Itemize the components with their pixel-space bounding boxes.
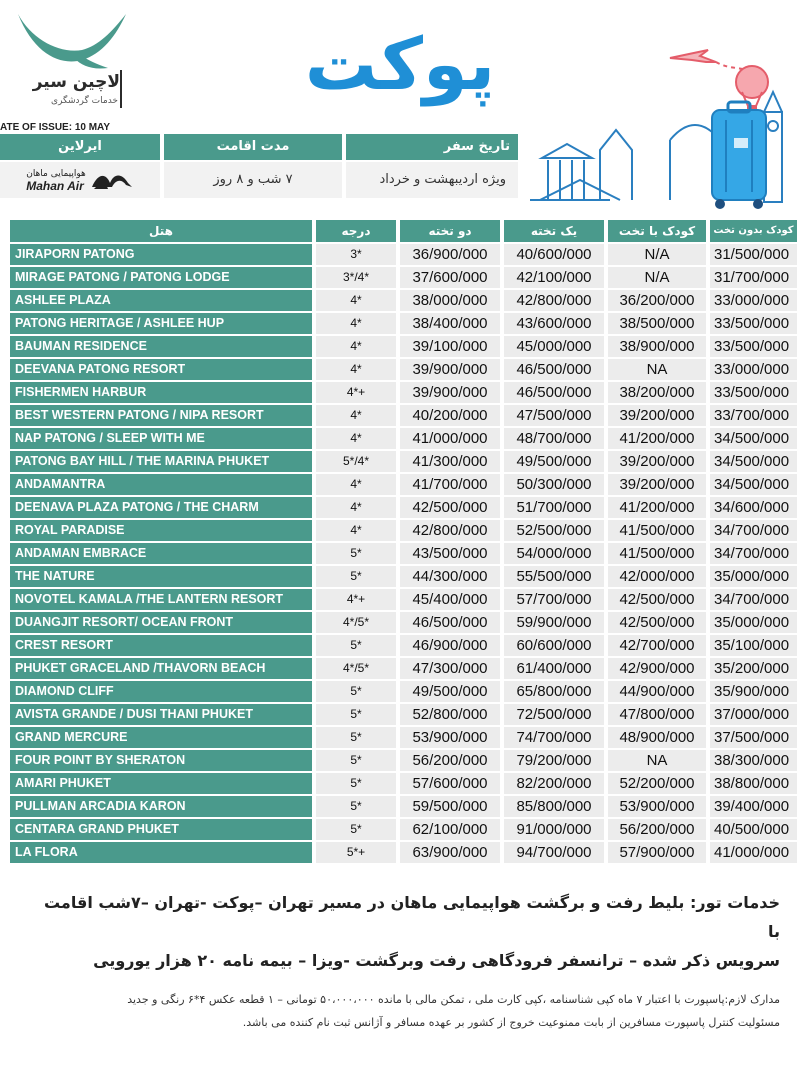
price-single: 60/600/000 — [504, 635, 604, 656]
airline-name-en: Mahan Air — [26, 179, 84, 193]
price-double: 46/500/000 — [400, 612, 500, 633]
price-double: 46/900/000 — [400, 635, 500, 656]
price-child-with-bed: 52/200/000 — [608, 773, 706, 794]
suitcase-icon — [712, 102, 766, 209]
price-double: 36/900/000 — [400, 244, 500, 265]
hotel-name: PATONG HERITAGE / ASHLEE HUP — [10, 313, 312, 334]
price-double: 39/100/000 — [400, 336, 500, 357]
price-single: 57/700/000 — [504, 589, 604, 610]
price-double: 44/300/000 — [400, 566, 500, 587]
table-row — [10, 543, 797, 564]
price-child-with-bed: 42/900/000 — [608, 658, 706, 679]
hotel-name: ANDAMAN EMBRACE — [10, 543, 312, 564]
hotel-name: PULLMAN ARCADIA KARON — [10, 796, 312, 817]
hotel-name: FISHERMEN HARBUR — [10, 382, 312, 403]
mahan-air-logo-icon — [90, 169, 134, 191]
price-child-with-bed: 42/500/000 — [608, 589, 706, 610]
hotel-name: FOUR POINT BY SHERATON — [10, 750, 312, 771]
price-single: 85/800/000 — [504, 796, 604, 817]
price-double: 63/900/000 — [400, 842, 500, 863]
price-child-with-bed: 48/900/000 — [608, 727, 706, 748]
price-child-no-bed: 41/000/000 — [710, 842, 797, 863]
price-child-with-bed: 53/900/000 — [608, 796, 706, 817]
hotel-star: 5*+ — [316, 842, 396, 863]
trip-info-table — [0, 134, 518, 198]
airline-value — [0, 162, 160, 198]
hotel-star: 4* — [316, 497, 396, 518]
price-single: 54/000/000 — [504, 543, 604, 564]
price-child-with-bed: 38/200/000 — [608, 382, 706, 403]
price-child-no-bed: 34/500/000 — [710, 428, 797, 449]
hotel-star: 4* — [316, 359, 396, 380]
price-single: 40/600/000 — [504, 244, 604, 265]
table-row — [10, 428, 797, 449]
table-header-row — [10, 220, 797, 241]
table-row — [10, 267, 797, 288]
price-child-with-bed: 57/900/000 — [608, 842, 706, 863]
price-child-no-bed: 33/000/000 — [710, 359, 797, 380]
table-row — [10, 750, 797, 771]
price-double: 43/500/000 — [400, 543, 500, 564]
stay-duration-value: ۷ شب و ۸ روز — [164, 162, 342, 198]
price-child-with-bed: 56/200/000 — [608, 819, 706, 840]
hotel-name: THE NATURE — [10, 566, 312, 587]
hotel-name: PHUKET GRACELAND /THAVORN BEACH — [10, 658, 312, 679]
price-child-no-bed: 40/500/000 — [710, 819, 797, 840]
price-double: 52/800/000 — [400, 704, 500, 725]
price-child-with-bed: 44/900/000 — [608, 681, 706, 702]
price-double: 41/300/000 — [400, 451, 500, 472]
table-row — [10, 497, 797, 518]
table-row — [10, 336, 797, 357]
table-row — [10, 819, 797, 840]
price-child-with-bed: 41/200/000 — [608, 497, 706, 518]
price-double: 45/400/000 — [400, 589, 500, 610]
table-row — [10, 566, 797, 587]
hotel-star: 4* — [316, 290, 396, 311]
hotel-star: 5* — [316, 750, 396, 771]
hotel-name: CENTARA GRAND PHUKET — [10, 819, 312, 840]
price-child-no-bed: 39/400/000 — [710, 796, 797, 817]
price-double: 47/300/000 — [400, 658, 500, 679]
price-double: 62/100/000 — [400, 819, 500, 840]
hotel-star: 5* — [316, 727, 396, 748]
price-child-with-bed: 39/200/000 — [608, 474, 706, 495]
table-row — [10, 474, 797, 495]
price-double: 57/600/000 — [400, 773, 500, 794]
hotel-name: CREST RESORT — [10, 635, 312, 656]
price-child-no-bed: 33/500/000 — [710, 313, 797, 334]
price-single: 79/200/000 — [504, 750, 604, 771]
table-row — [10, 382, 797, 403]
price-single: 50/300/000 — [504, 474, 604, 495]
brand-name: لاچین سیر — [32, 72, 120, 92]
table-row — [10, 612, 797, 633]
price-child-no-bed: 37/000/000 — [710, 704, 797, 725]
price-child-with-bed: 42/700/000 — [608, 635, 706, 656]
hotel-name: ANDAMANTRA — [10, 474, 312, 495]
price-child-with-bed: 41/500/000 — [608, 520, 706, 541]
price-single: 59/900/000 — [504, 612, 604, 633]
price-single: 47/500/000 — [504, 405, 604, 426]
price-single: 61/400/000 — [504, 658, 604, 679]
table-row — [10, 658, 797, 679]
hotel-name: NOVOTEL KAMALA /THE LANTERN RESORT — [10, 589, 312, 610]
price-single: 42/100/000 — [504, 267, 604, 288]
hotel-star: 5*/4* — [316, 451, 396, 472]
price-child-no-bed: 35/200/000 — [710, 658, 797, 679]
price-child-no-bed: 33/700/000 — [710, 405, 797, 426]
table-row — [10, 796, 797, 817]
table-row — [10, 635, 797, 656]
hotel-star: 4*+ — [316, 382, 396, 403]
price-single: 43/600/000 — [504, 313, 604, 334]
services-line-1: خدمات تور: بلیط رفت و برگشت هواپیمایی ماهان در مسیر تهران –پوکت -تهران –۷شب اقامت با — [43, 893, 780, 941]
price-single: 91/000/000 — [504, 819, 604, 840]
price-double: 42/800/000 — [400, 520, 500, 541]
table-row — [10, 773, 797, 794]
price-child-no-bed: 38/300/000 — [710, 750, 797, 771]
price-child-with-bed: 41/200/000 — [608, 428, 706, 449]
price-child-with-bed: 36/200/000 — [608, 290, 706, 311]
price-child-no-bed: 31/700/000 — [710, 267, 797, 288]
price-child-with-bed: 47/800/000 — [608, 704, 706, 725]
price-single: 82/200/000 — [504, 773, 604, 794]
hotel-name: NAP PATONG / SLEEP WITH ME — [10, 428, 312, 449]
hotel-name: ROYAL PARADISE — [10, 520, 312, 541]
price-double: 39/900/000 — [400, 382, 500, 403]
services-line-2: سرویس ذکر شده – ترانسفر فرودگاهی رفت وبرگشت -ویزا – بیمه نامه ۲۰ هزار یورویی — [93, 951, 780, 970]
price-child-no-bed: 34/500/000 — [710, 451, 797, 472]
hotel-star: 4*+ — [316, 589, 396, 610]
price-child-no-bed: 33/500/000 — [710, 336, 797, 357]
hotel-star: 5* — [316, 819, 396, 840]
price-child-with-bed: N/A — [608, 267, 706, 288]
table-row — [10, 727, 797, 748]
required-documents — [20, 988, 780, 1034]
price-child-with-bed: 38/900/000 — [608, 336, 706, 357]
tour-services — [40, 888, 780, 975]
price-child-no-bed: 35/100/000 — [710, 635, 797, 656]
hotel-name: BEST WESTERN PATONG / NIPA RESORT — [10, 405, 312, 426]
price-child-no-bed: 35/000/000 — [710, 612, 797, 633]
hotel-name: AVISTA GRANDE / DUSI THANI PHUKET — [10, 704, 312, 725]
price-double: 40/200/000 — [400, 405, 500, 426]
price-double: 56/200/000 — [400, 750, 500, 771]
hotel-name: LA FLORA — [10, 842, 312, 863]
travel-date-value: ویژه اردیبهشت و خرداد — [346, 162, 518, 198]
price-single: 51/700/000 — [504, 497, 604, 518]
header-child-with-bed: کودک با تخت — [608, 220, 706, 242]
table-row — [10, 520, 797, 541]
hotel-star: 5* — [316, 796, 396, 817]
price-child-no-bed: 35/000/000 — [710, 566, 797, 587]
hotel-star: 4* — [316, 474, 396, 495]
travel-skyline-illustration — [520, 40, 797, 215]
price-child-with-bed: N/A — [608, 244, 706, 265]
hotel-star: 5* — [316, 543, 396, 564]
price-double: 41/700/000 — [400, 474, 500, 495]
table-row — [10, 290, 797, 311]
hotel-star: 3*/4* — [316, 267, 396, 288]
hotel-name: BAUMAN RESIDENCE — [10, 336, 312, 357]
table-row — [10, 704, 797, 725]
table-row — [10, 681, 797, 702]
price-double: 41/000/000 — [400, 428, 500, 449]
price-single: 74/700/000 — [504, 727, 604, 748]
airline-label: ایرلاین — [0, 134, 160, 160]
hotel-name: AMARI PHUKET — [10, 773, 312, 794]
table-row — [10, 589, 797, 610]
logo — [8, 10, 132, 110]
airplane-icon — [670, 50, 750, 72]
issue-date: ATE OF ISSUE: 10 MAY — [0, 122, 111, 133]
hotel-star: 5* — [316, 566, 396, 587]
hotel-star: 5* — [316, 773, 396, 794]
hot-air-balloon-icon — [736, 66, 768, 113]
price-child-no-bed: 34/500/000 — [710, 474, 797, 495]
price-double: 38/400/000 — [400, 313, 500, 334]
hotel-star: 4* — [316, 428, 396, 449]
price-single: 52/500/000 — [504, 520, 604, 541]
price-single: 48/700/000 — [504, 428, 604, 449]
destination-title: پوکت — [304, 22, 496, 106]
price-child-no-bed: 31/500/000 — [710, 244, 797, 265]
stay-duration-label: مدت اقامت — [164, 134, 342, 160]
hotel-name: PATONG BAY HILL / THE MARINA PHUKET — [10, 451, 312, 472]
hotel-name: DUANGJIT RESORT/ OCEAN FRONT — [10, 612, 312, 633]
travel-date-label: تاریخ سفر — [346, 134, 518, 160]
price-single: 46/500/000 — [504, 382, 604, 403]
hotel-star: 4* — [316, 520, 396, 541]
price-single: 45/000/000 — [504, 336, 604, 357]
price-double: 49/500/000 — [400, 681, 500, 702]
price-single: 72/500/000 — [504, 704, 604, 725]
price-child-no-bed: 34/700/000 — [710, 543, 797, 564]
table-row — [10, 244, 797, 265]
hotel-name: JIRAPORN PATONG — [10, 244, 312, 265]
price-child-no-bed: 33/500/000 — [710, 382, 797, 403]
docs-line-1: مدارک لازم:پاسپورت با اعتبار ۷ ماه کپی شناسنامه ،کپی کارت ملی ، تمکن مالی با مانده ۵۰،۰۰۰،۰۰۰ تومانی – ۱ قطعه عکس ۴*۶ رنگی و جدید — [127, 993, 780, 1006]
price-single: 65/800/000 — [504, 681, 604, 702]
price-child-no-bed: 34/700/000 — [710, 589, 797, 610]
price-child-with-bed: 42/500/000 — [608, 612, 706, 633]
price-child-with-bed: NA — [608, 359, 706, 380]
table-row — [10, 313, 797, 334]
hotel-star: 4*/5* — [316, 658, 396, 679]
hotel-star: 5* — [316, 635, 396, 656]
hotel-name: MIRAGE PATONG / PATONG LODGE — [10, 267, 312, 288]
header-single: یک تخته — [504, 220, 604, 242]
hotel-name: GRAND MERCURE — [10, 727, 312, 748]
price-double: 38/000/000 — [400, 290, 500, 311]
price-child-no-bed: 35/900/000 — [710, 681, 797, 702]
brand-tagline: خدمات گردشگری — [51, 96, 118, 106]
hotel-star: 4*/5* — [316, 612, 396, 633]
price-double: 39/900/000 — [400, 359, 500, 380]
hotel-star: 4* — [316, 405, 396, 426]
eagle-logo-icon — [12, 10, 130, 72]
price-single: 46/500/000 — [504, 359, 604, 380]
hotel-star: 5* — [316, 704, 396, 725]
price-single: 42/800/000 — [504, 290, 604, 311]
logo-divider — [120, 70, 122, 108]
header-hotel: هتل — [10, 220, 312, 242]
hotel-star: 3* — [316, 244, 396, 265]
price-child-no-bed: 37/500/000 — [710, 727, 797, 748]
hotel-name: DEEVANA PATONG RESORT — [10, 359, 312, 380]
price-single: 55/500/000 — [504, 566, 604, 587]
price-double: 42/500/000 — [400, 497, 500, 518]
hotel-name: DIAMOND CLIFF — [10, 681, 312, 702]
header-double: دو تخته — [400, 220, 500, 242]
price-child-with-bed: 39/200/000 — [608, 405, 706, 426]
hotel-name: ASHLEE PLAZA — [10, 290, 312, 311]
price-child-with-bed: 39/200/000 — [608, 451, 706, 472]
price-child-with-bed: NA — [608, 750, 706, 771]
hotel-star: 4* — [316, 336, 396, 357]
price-child-no-bed: 34/600/000 — [710, 497, 797, 518]
price-double: 53/900/000 — [400, 727, 500, 748]
price-double: 59/500/000 — [400, 796, 500, 817]
header-child-no-bed: کودک بدون تخت — [710, 220, 797, 242]
hotel-name: DEENAVA PLAZA PATONG / THE CHARM — [10, 497, 312, 518]
header-star: درجه — [316, 220, 396, 242]
price-single: 94/700/000 — [504, 842, 604, 863]
price-child-with-bed: 42/000/000 — [608, 566, 706, 587]
price-child-no-bed: 38/800/000 — [710, 773, 797, 794]
price-child-with-bed: 38/500/000 — [608, 313, 706, 334]
docs-line-2: مسئولیت کنترل پاسپورت مسافرین از بابت ممنوعیت خروج از کشور بر عهده مسافر و آژانس ثبت نام کننده می باشد. — [242, 1016, 780, 1029]
hotel-star: 5* — [316, 681, 396, 702]
airline-name-fa: هواپیمایی ماهان — [26, 169, 86, 179]
price-child-no-bed: 34/700/000 — [710, 520, 797, 541]
table-row — [10, 405, 797, 426]
price-child-no-bed: 33/000/000 — [710, 290, 797, 311]
price-double: 37/600/000 — [400, 267, 500, 288]
table-row — [10, 842, 797, 863]
table-row — [10, 451, 797, 472]
hotel-star: 4* — [316, 313, 396, 334]
price-child-with-bed: 41/500/000 — [608, 543, 706, 564]
table-row — [10, 359, 797, 380]
price-single: 49/500/000 — [504, 451, 604, 472]
